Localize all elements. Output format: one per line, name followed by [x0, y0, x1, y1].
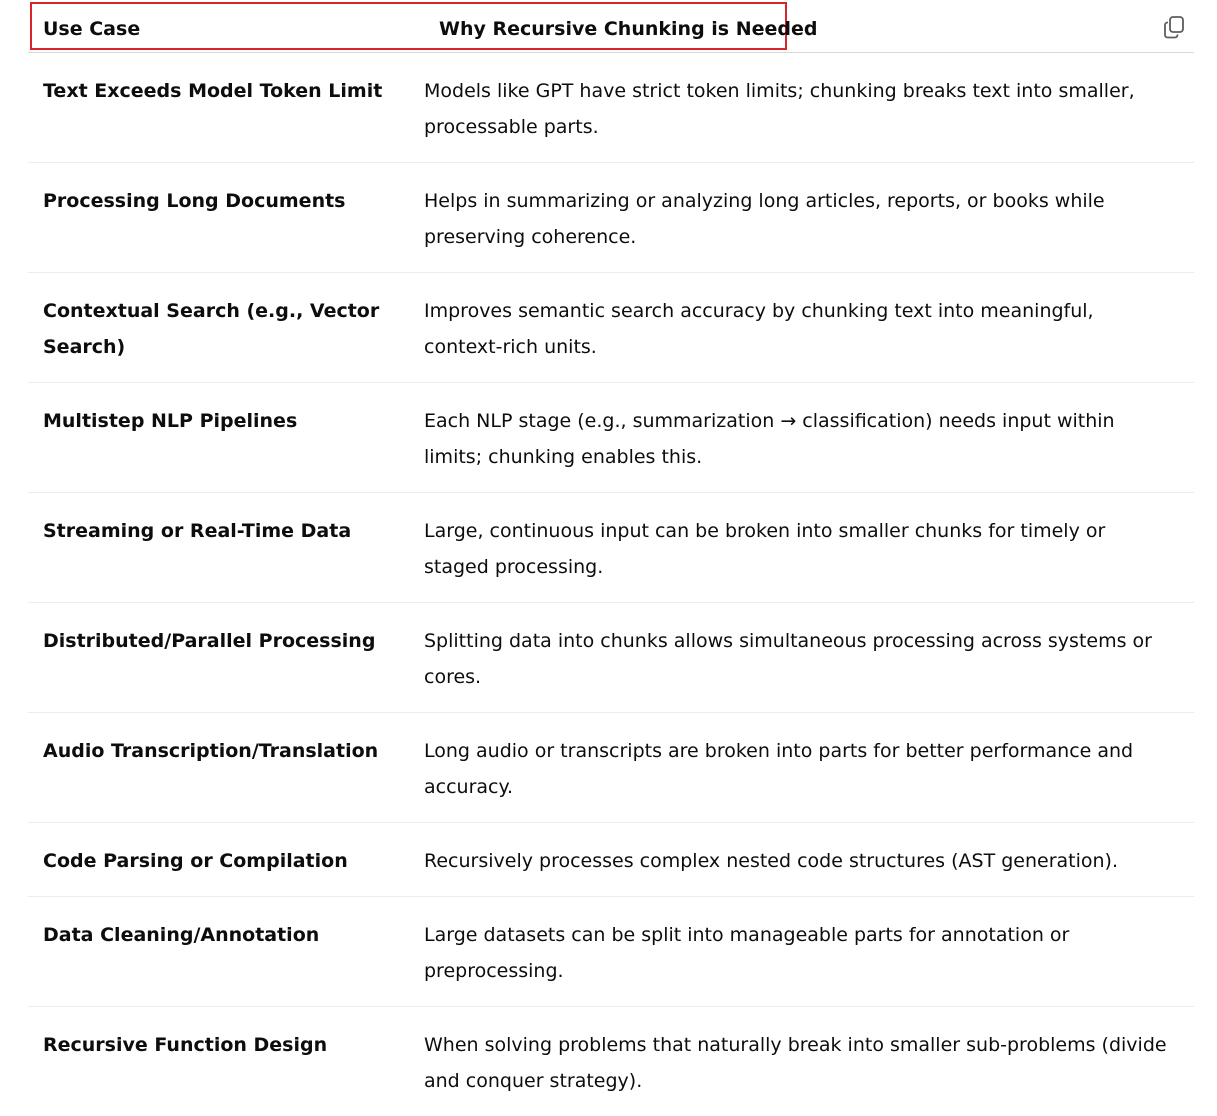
why-cell: Large datasets can be split into manageable parts for annotation or preprocessing.	[424, 924, 1070, 982]
why-cell: Improves semantic search accuracy by chunking text into meaningful, context-rich units.	[424, 300, 1094, 358]
use-case-cell: Recursive Function Design	[43, 1034, 328, 1056]
why-cell: Each NLP stage (e.g., summarization → classification) needs input within limits; chunking enables this.	[424, 410, 1115, 468]
table-row	[28, 603, 1194, 713]
copy-button[interactable]	[1162, 14, 1188, 40]
table-row	[28, 53, 1194, 163]
use-case-cell: Streaming or Real-Time Data	[43, 520, 352, 542]
table-header-row	[28, 0, 1194, 53]
table-row	[28, 897, 1194, 1007]
use-case-cell: Data Cleaning/Annotation	[43, 924, 320, 946]
why-cell: Splitting data into chunks allows simultaneous processing across systems or cores.	[424, 630, 1152, 688]
why-cell: Large, continuous input can be broken into smaller chunks for timely or staged processing.	[424, 520, 1106, 578]
table-row	[28, 1007, 1194, 1116]
why-cell: Helps in summarizing or analyzing long articles, reports, or books while preserving coherence.	[424, 190, 1105, 248]
why-cell: Recursively processes complex nested code structures (AST generation).	[424, 850, 1119, 872]
why-cell: Long audio or transcripts are broken into parts for better performance and accuracy.	[424, 740, 1134, 798]
header-use-case: Use Case	[43, 18, 141, 40]
why-cell: Models like GPT have strict token limits; chunking breaks text into smaller, processable parts.	[424, 80, 1135, 138]
table-row	[28, 273, 1194, 383]
table-row	[28, 493, 1194, 603]
use-case-cell: Text Exceeds Model Token Limit	[43, 80, 383, 102]
table-row	[28, 713, 1194, 823]
use-case-cell: Code Parsing or Compilation	[43, 850, 348, 872]
why-cell: When solving problems that naturally break into smaller sub-problems (divide and conquer strategy).	[424, 1034, 1167, 1092]
use-case-cell: Multistep NLP Pipelines	[43, 410, 298, 432]
use-case-table	[28, 0, 1194, 1116]
use-case-cell: Distributed/Parallel Processing	[43, 630, 376, 652]
table-row	[28, 163, 1194, 273]
use-case-cell: Processing Long Documents	[43, 190, 346, 212]
table-row	[28, 383, 1194, 493]
use-case-cell: Audio Transcription/Translation	[43, 740, 379, 762]
copy-icon	[1162, 14, 1188, 40]
header-why: Why Recursive Chunking is Needed	[439, 18, 818, 40]
table-row	[28, 823, 1194, 897]
use-case-cell: Contextual Search (e.g., Vector Search)	[43, 300, 380, 358]
